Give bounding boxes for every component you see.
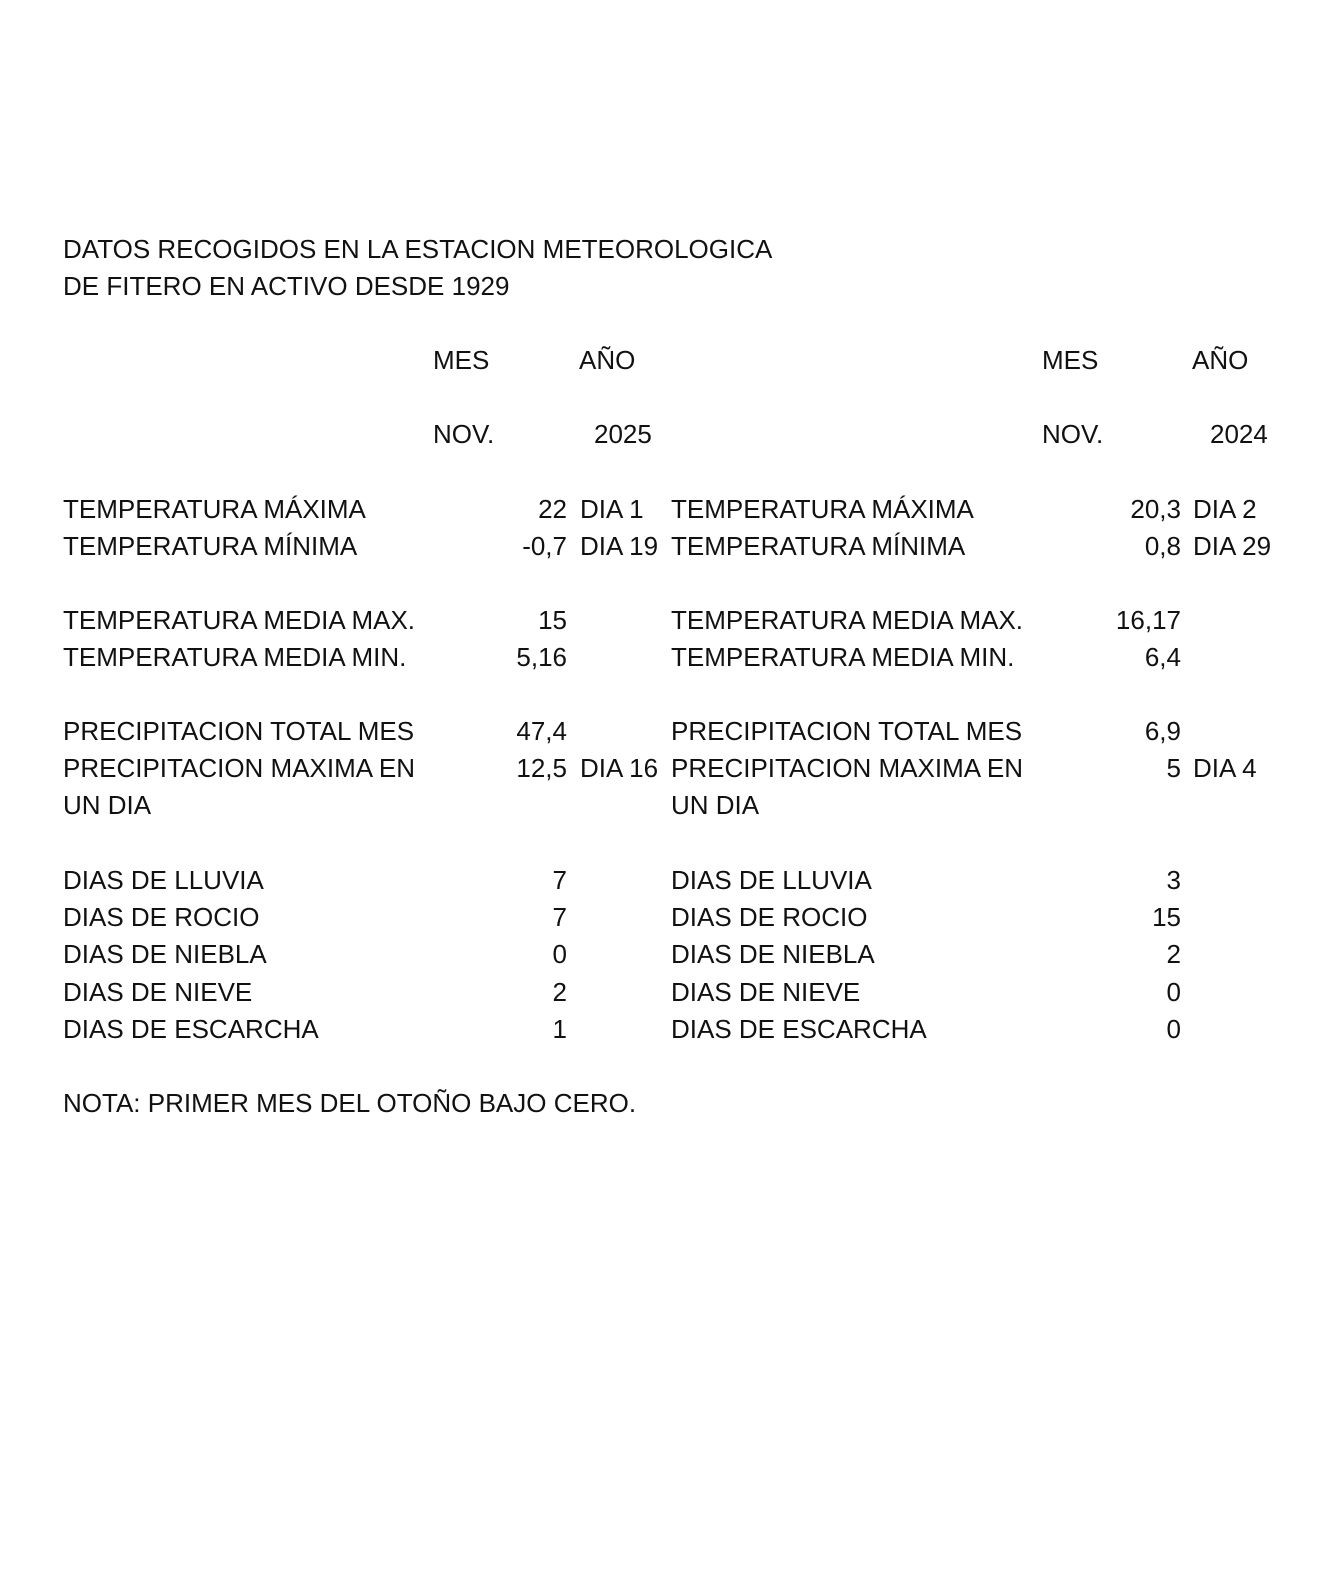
col-a-row-5-label-cont: UN DIA — [63, 790, 152, 820]
col-b-row-9-value: 0 — [1166, 977, 1181, 1007]
col-a-row-0-value: 22 — [538, 494, 567, 524]
note: NOTA: PRIMER MES DEL OTOÑO BAJO CERO. — [63, 1088, 637, 1118]
col-b-row-4-value: 6,9 — [1144, 716, 1181, 746]
col-b-row-5-day: DIA 4 — [1193, 753, 1257, 783]
col-a-row-5-day: DIA 16 — [580, 753, 659, 783]
col-a-row-5-label: PRECIPITACION MAXIMA EN — [63, 753, 416, 783]
col-a-row-1-label: TEMPERATURA MÍNIMA — [63, 531, 358, 561]
col-a-row-4-label: PRECIPITACION TOTAL MES — [63, 716, 415, 746]
col-b-row-7-label: DIAS DE ROCIO — [671, 902, 868, 932]
col-b-row-0-label: TEMPERATURA MÁXIMA — [671, 494, 974, 524]
col-b-row-6-label: DIAS DE LLUVIA — [671, 865, 872, 895]
col-b-row-3-label: TEMPERATURA MEDIA MIN. — [671, 642, 1015, 672]
col-b-row-8-value: 2 — [1166, 939, 1181, 969]
col-a-row-3-value: 5,16 — [516, 642, 567, 672]
col-a-row-4-value: 47,4 — [516, 716, 567, 746]
col-b-row-0-value: 20,3 — [1130, 494, 1181, 524]
col-a-row-7-value: 7 — [552, 902, 567, 932]
col-b-ano-header: AÑO — [1192, 345, 1249, 375]
col-b-row-2-label: TEMPERATURA MEDIA MAX. — [671, 605, 1024, 635]
col-b-row-4-label: PRECIPITACION TOTAL MES — [671, 716, 1023, 746]
col-a-row-7-label: DIAS DE ROCIO — [63, 902, 260, 932]
col-b-row-8-label: DIAS DE NIEBLA — [671, 939, 875, 969]
col-a-row-10-value: 1 — [552, 1014, 567, 1044]
col-a-row-8-value: 0 — [552, 939, 567, 969]
col-a-ano: 2025 — [594, 419, 652, 449]
col-b-row-5-label-cont: UN DIA — [671, 790, 760, 820]
col-a-ano-header: AÑO — [579, 345, 636, 375]
col-a-row-10-label: DIAS DE ESCARCHA — [63, 1014, 319, 1044]
col-b-ano: 2024 — [1210, 419, 1268, 449]
col-a-mes: NOV. — [433, 419, 495, 449]
col-b-mes: NOV. — [1042, 419, 1104, 449]
col-b-row-1-value: 0,8 — [1144, 531, 1181, 561]
col-a-row-6-label: DIAS DE LLUVIA — [63, 865, 264, 895]
col-b-row-3-value: 6,4 — [1144, 642, 1181, 672]
col-b-row-1-label: TEMPERATURA MÍNIMA — [671, 531, 966, 561]
col-a-row-1-day: DIA 19 — [580, 531, 659, 561]
col-b-row-10-value: 0 — [1166, 1014, 1181, 1044]
col-b-row-10-label: DIAS DE ESCARCHA — [671, 1014, 927, 1044]
col-a-row-3-label: TEMPERATURA MEDIA MIN. — [63, 642, 407, 672]
col-b-row-6-value: 3 — [1166, 865, 1181, 895]
col-a-mes-header: MES — [433, 345, 490, 375]
col-b-row-9-label: DIAS DE NIEVE — [671, 977, 861, 1007]
col-a-row-0-label: TEMPERATURA MÁXIMA — [63, 494, 366, 524]
col-a-row-2-value: 15 — [538, 605, 567, 635]
col-b-mes-header: MES — [1042, 345, 1099, 375]
col-a-row-9-label: DIAS DE NIEVE — [63, 977, 253, 1007]
col-b-row-7-value: 15 — [1152, 902, 1181, 932]
col-b-row-5-label: PRECIPITACION MAXIMA EN — [671, 753, 1024, 783]
col-a-row-5-value: 12,5 — [516, 753, 567, 783]
col-b-row-5-value: 5 — [1166, 753, 1181, 783]
col-b-row-1-day: DIA 29 — [1193, 531, 1272, 561]
col-a-row-9-value: 2 — [552, 977, 567, 1007]
col-a-row-8-label: DIAS DE NIEBLA — [63, 939, 267, 969]
col-a-row-1-value: -0,7 — [522, 531, 567, 561]
col-a-row-6-value: 7 — [552, 865, 567, 895]
title-line-1: DATOS RECOGIDOS EN LA ESTACION METEOROLOGICA — [63, 234, 773, 264]
col-a-row-0-day: DIA 1 — [580, 494, 644, 524]
title-line-2: DE FITERO EN ACTIVO DESDE 1929 — [63, 271, 510, 301]
col-b-row-0-day: DIA 2 — [1193, 494, 1257, 524]
col-b-row-2-value: 16,17 — [1115, 605, 1181, 635]
col-a-row-2-label: TEMPERATURA MEDIA MAX. — [63, 605, 416, 635]
